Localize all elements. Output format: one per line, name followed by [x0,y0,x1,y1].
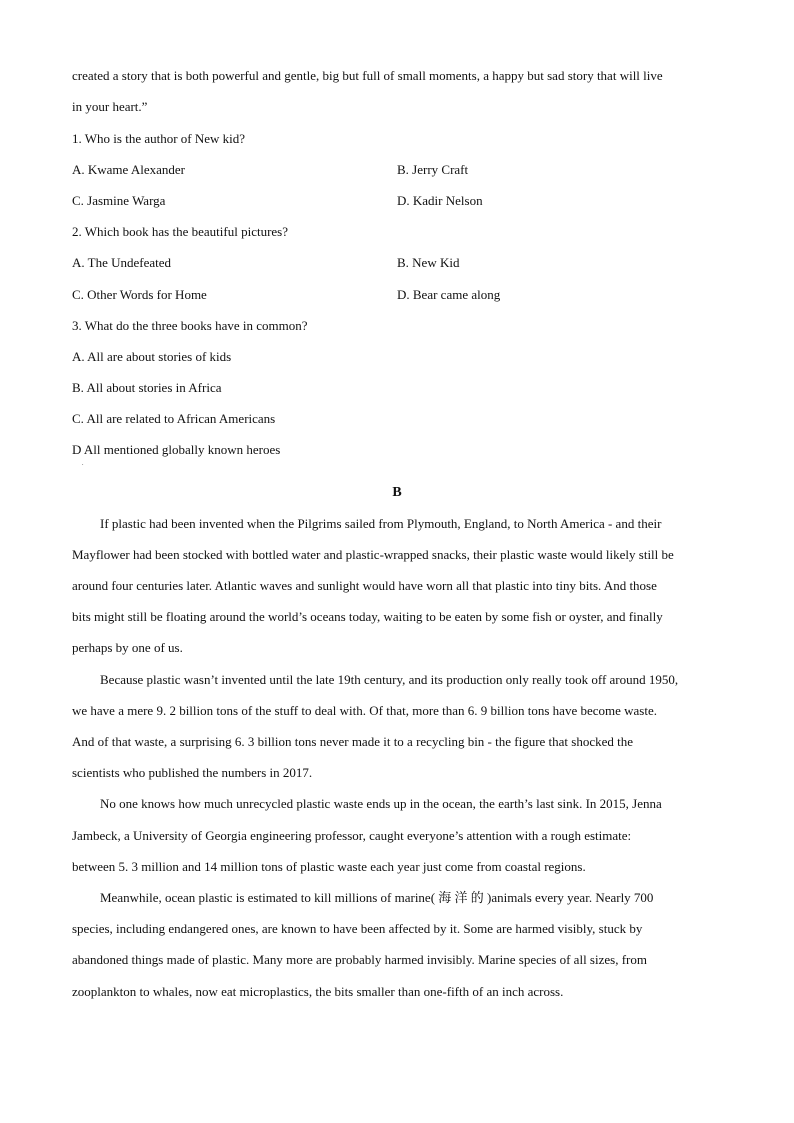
paragraph-line: scientists who published the numbers in 2017. [72,765,313,780]
question-2-stem: 2. Which book has the beautiful pictures? [72,224,289,239]
paragraph-line: No one knows how much unrecycled plastic waste ends up in the ocean, the earth’s last sink. In 2015, Jenna [100,796,662,811]
stray-mark: . [82,461,84,467]
paragraph-line: we have a mere 9. 2 billion tons of the stuff to deal with. Of that, more than 6. 9 billion tons have become waste. [72,703,657,718]
question-1-option-a: A. Kwame Alexander [72,162,185,177]
passage-a-line: in your heart.” [72,99,148,114]
question-2-option-a: A. The Undefeated [72,255,172,270]
question-1-stem: 1. Who is the author of New kid? [72,131,246,146]
paragraph-line: species, including endangered ones, are known to have been affected by it. Some are harmed visibly, stuck by [72,921,643,936]
question-3-option-c: C. All are related to African Americans [72,411,276,426]
question-3-stem: 3. What do the three books have in common? [72,318,308,333]
question-3-option-b: B. All about stories in Africa [72,380,222,395]
paragraph-line: perhaps by one of us. [72,640,183,655]
paragraph-line: bits might still be floating around the world’s oceans today, waiting to be eaten by some fish or oyster, and finally [72,609,663,624]
question-2-option-c: C. Other Words for Home [72,287,207,302]
paragraph-line: And of that waste, a surprising 6. 3 billion tons never made it to a recycling bin - the figure that shocked the [72,734,634,749]
question-1-option-b: B. Jerry Craft [397,162,469,177]
section-b-title: B [392,485,402,500]
question-3-option-d: D All mentioned globally known heroes [72,442,281,457]
paragraph-line: If plastic had been invented when the Pilgrims sailed from Plymouth, England, to North America - and their [100,516,662,531]
question-2-option-d: D. Bear came along [397,287,501,302]
paragraph-line: Because plastic wasn’t invented until the late 19th century, and its production only really took off around 1950, [100,672,679,687]
paragraph-line: Jambeck, a University of Georgia engineering professor, caught everyone’s attention with a rough estimate: [72,828,632,843]
paragraph-line: zooplankton to whales, now eat microplastics, the bits smaller than one-fifth of an inch across. [72,984,564,999]
paragraph-line: between 5. 3 million and 14 million tons of plastic waste each year just come from coastal regions. [72,859,586,874]
paragraph-line: abandoned things made of plastic. Many more are probably harmed invisibly. Marine species of all sizes, from [72,952,647,967]
paragraph-line: Meanwhile, ocean plastic is estimated to kill millions of marine( 海 洋 的 )animals every year. Nearly 700 [100,890,654,905]
question-2-option-b: B. New Kid [397,255,460,270]
question-1-option-c: C. Jasmine Warga [72,193,166,208]
passage-a-line: created a story that is both powerful and gentle, big but full of small moments, a happy but sad story that will live [72,68,663,83]
question-1-option-d: D. Kadir Nelson [397,193,483,208]
paragraph-line: Mayflower had been stocked with bottled water and plastic-wrapped snacks, their plastic waste would likely still be [72,547,674,562]
paragraph-line: around four centuries later. Atlantic waves and sunlight would have worn all that plastic into tiny bits. And those [72,578,657,593]
question-3-option-a: A. All are about stories of kids [72,349,232,364]
